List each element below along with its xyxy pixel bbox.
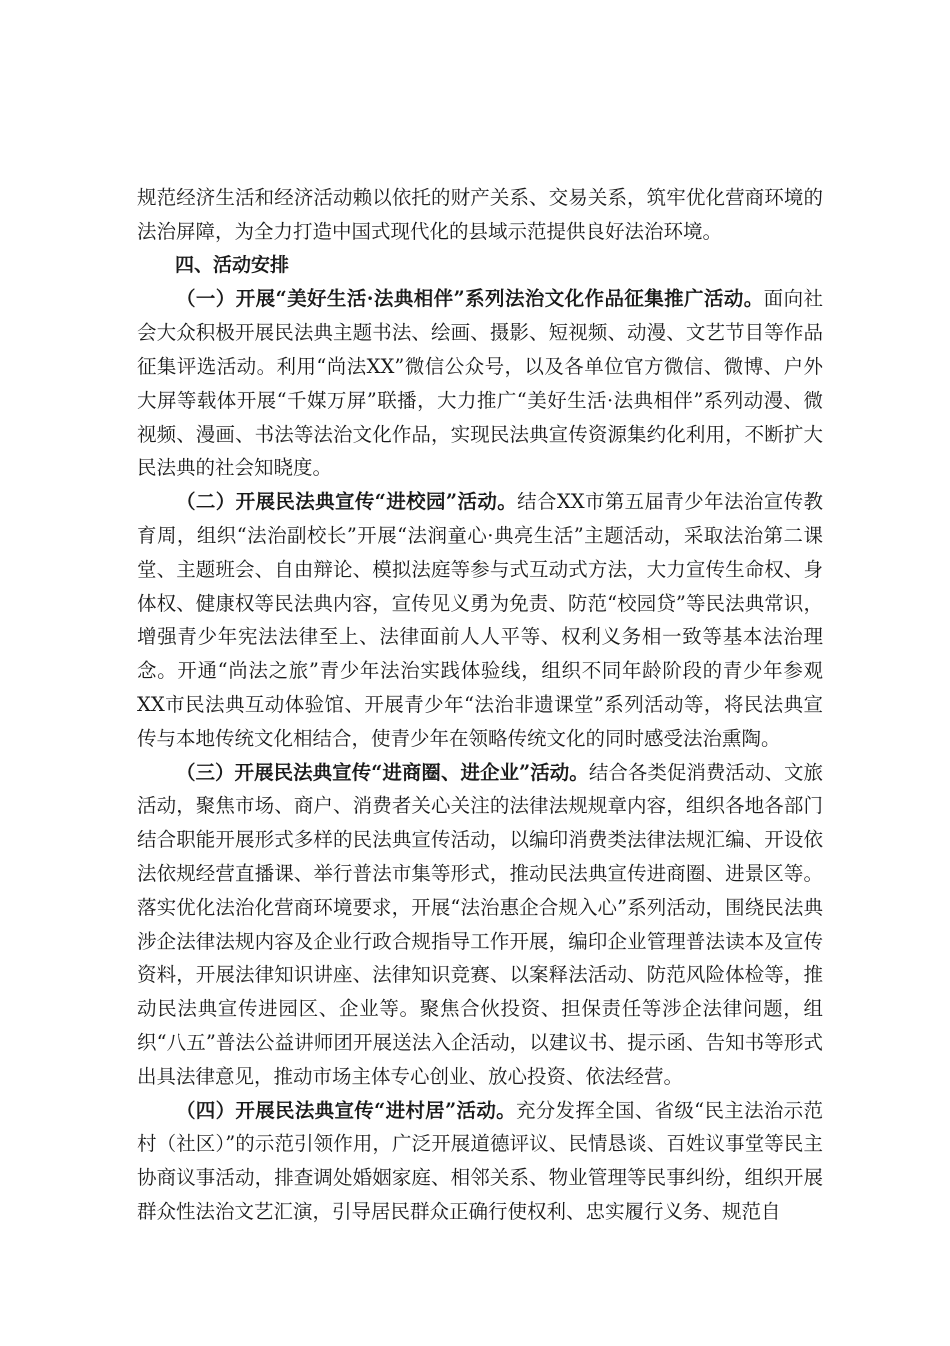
activity-item-3 [137, 756, 823, 1094]
activity-item-1-lead: （一）开展“美好生活·法典相伴”系列法治文化作品征集推广活动。 [176, 287, 764, 311]
activity-item-3-body: 结合各类促消费活动、文旅活动，聚焦市场、商户、消费者关心关注的法律法规规章内容，组织各地各部门结合职能开展形式多样的民法典宣传活动，以编印消费类法律法规汇编、开设依法依规经营直播课、举行普法市集等形式，推动民法典宣传进商圈、进景区等。落实优化法治化营商环境要求，开展“法治惠企合规入心”系列活动，围绕民法典涉企法律法规内容及企业行政合规指导工作开展，编印企业管理普法读本及宣传资料，开展法律知识讲座、法律知识竞赛、以案释法活动、防范风险体检等，推动民法典宣传进园区、企业等。聚焦合伙投资、担保责任等涉企法律问题，组织“八五”普法公益讲师团开展送法入企活动，以建议书、提示函、告知书等形式出具法律意见，推动市场主体专心创业、放心投资、依法经营。 [137, 760, 823, 1088]
activity-item-4-body: 充分发挥全国、省级“民主法治示范村（社区）”的示范引领作用，广泛开展道德评议、民情恳谈、百姓议事堂等民主协商议事活动，排查调处婚姻家庭、相邻关系、物业管理等民事纠纷，组织开展群众性法治文艺汇演，引导居民群众正确行使权利、忠实履行义务、规范自 [137, 1098, 823, 1223]
activity-item-1 [137, 282, 823, 485]
activity-item-2-body: 结合XX市第五届青少年法治宣传教育周，组织“法治副校长”开展“法润童心·典亮生活”主题活动，采取法治第二课堂、主题班会、自由辩论、模拟法庭等参与式互动式方法，大力宣传生命权、身体权、健康权等民法典内容，宣传见义勇为免责、防范“校园贷”等民法典常识，增强青少年宪法法律至上、法律面前人人平等、权利义务相一致等基本法治理念。开通“尚法之旅”青少年法治实践体验线，组织不同年龄阶段的青少年参观XX市民法典互动体验馆、开展青少年“法治非遗课堂”系列活动等，将民法典宣传与本地传统文化相结合，使青少年在领略传统文化的同时感受法治熏陶。 [137, 490, 824, 750]
document-body [137, 181, 823, 1229]
intro-paragraph: 规范经济生活和经济活动赖以依托的财产关系、交易关系，筑牢优化营商环境的法治屏障，为全力打造中国式现代化的县域示范提供良好法治环境。 [137, 186, 823, 243]
activity-item-2-lead: （二）开展民法典宣传“进校园”活动。 [176, 490, 518, 514]
activity-item-1-body: 面向社会大众积极开展民法典主题书法、绘画、摄影、短视频、动漫、文艺节目等作品征集评选活动。利用“尚法XX”微信公众号，以及各单位官方微信、微博、户外大屏等载体开展“千媒万屏”联播，大力推广“美好生活·法典相伴”系列动漫、微视频、漫画、书法等法治文化作品，实现民法典宣传资源集约化利用，不断扩大民法典的社会知晓度。 [137, 287, 823, 480]
activity-item-4-lead: （四）开展民法典宣传“进村居”活动。 [176, 1098, 516, 1122]
activity-item-3-lead: （三）开展民法典宣传“进商圈、进企业”活动。 [176, 760, 589, 784]
section-heading: 四、活动安排 [175, 253, 290, 276]
activity-item-4 [137, 1094, 823, 1229]
activity-item-2 [137, 485, 823, 755]
